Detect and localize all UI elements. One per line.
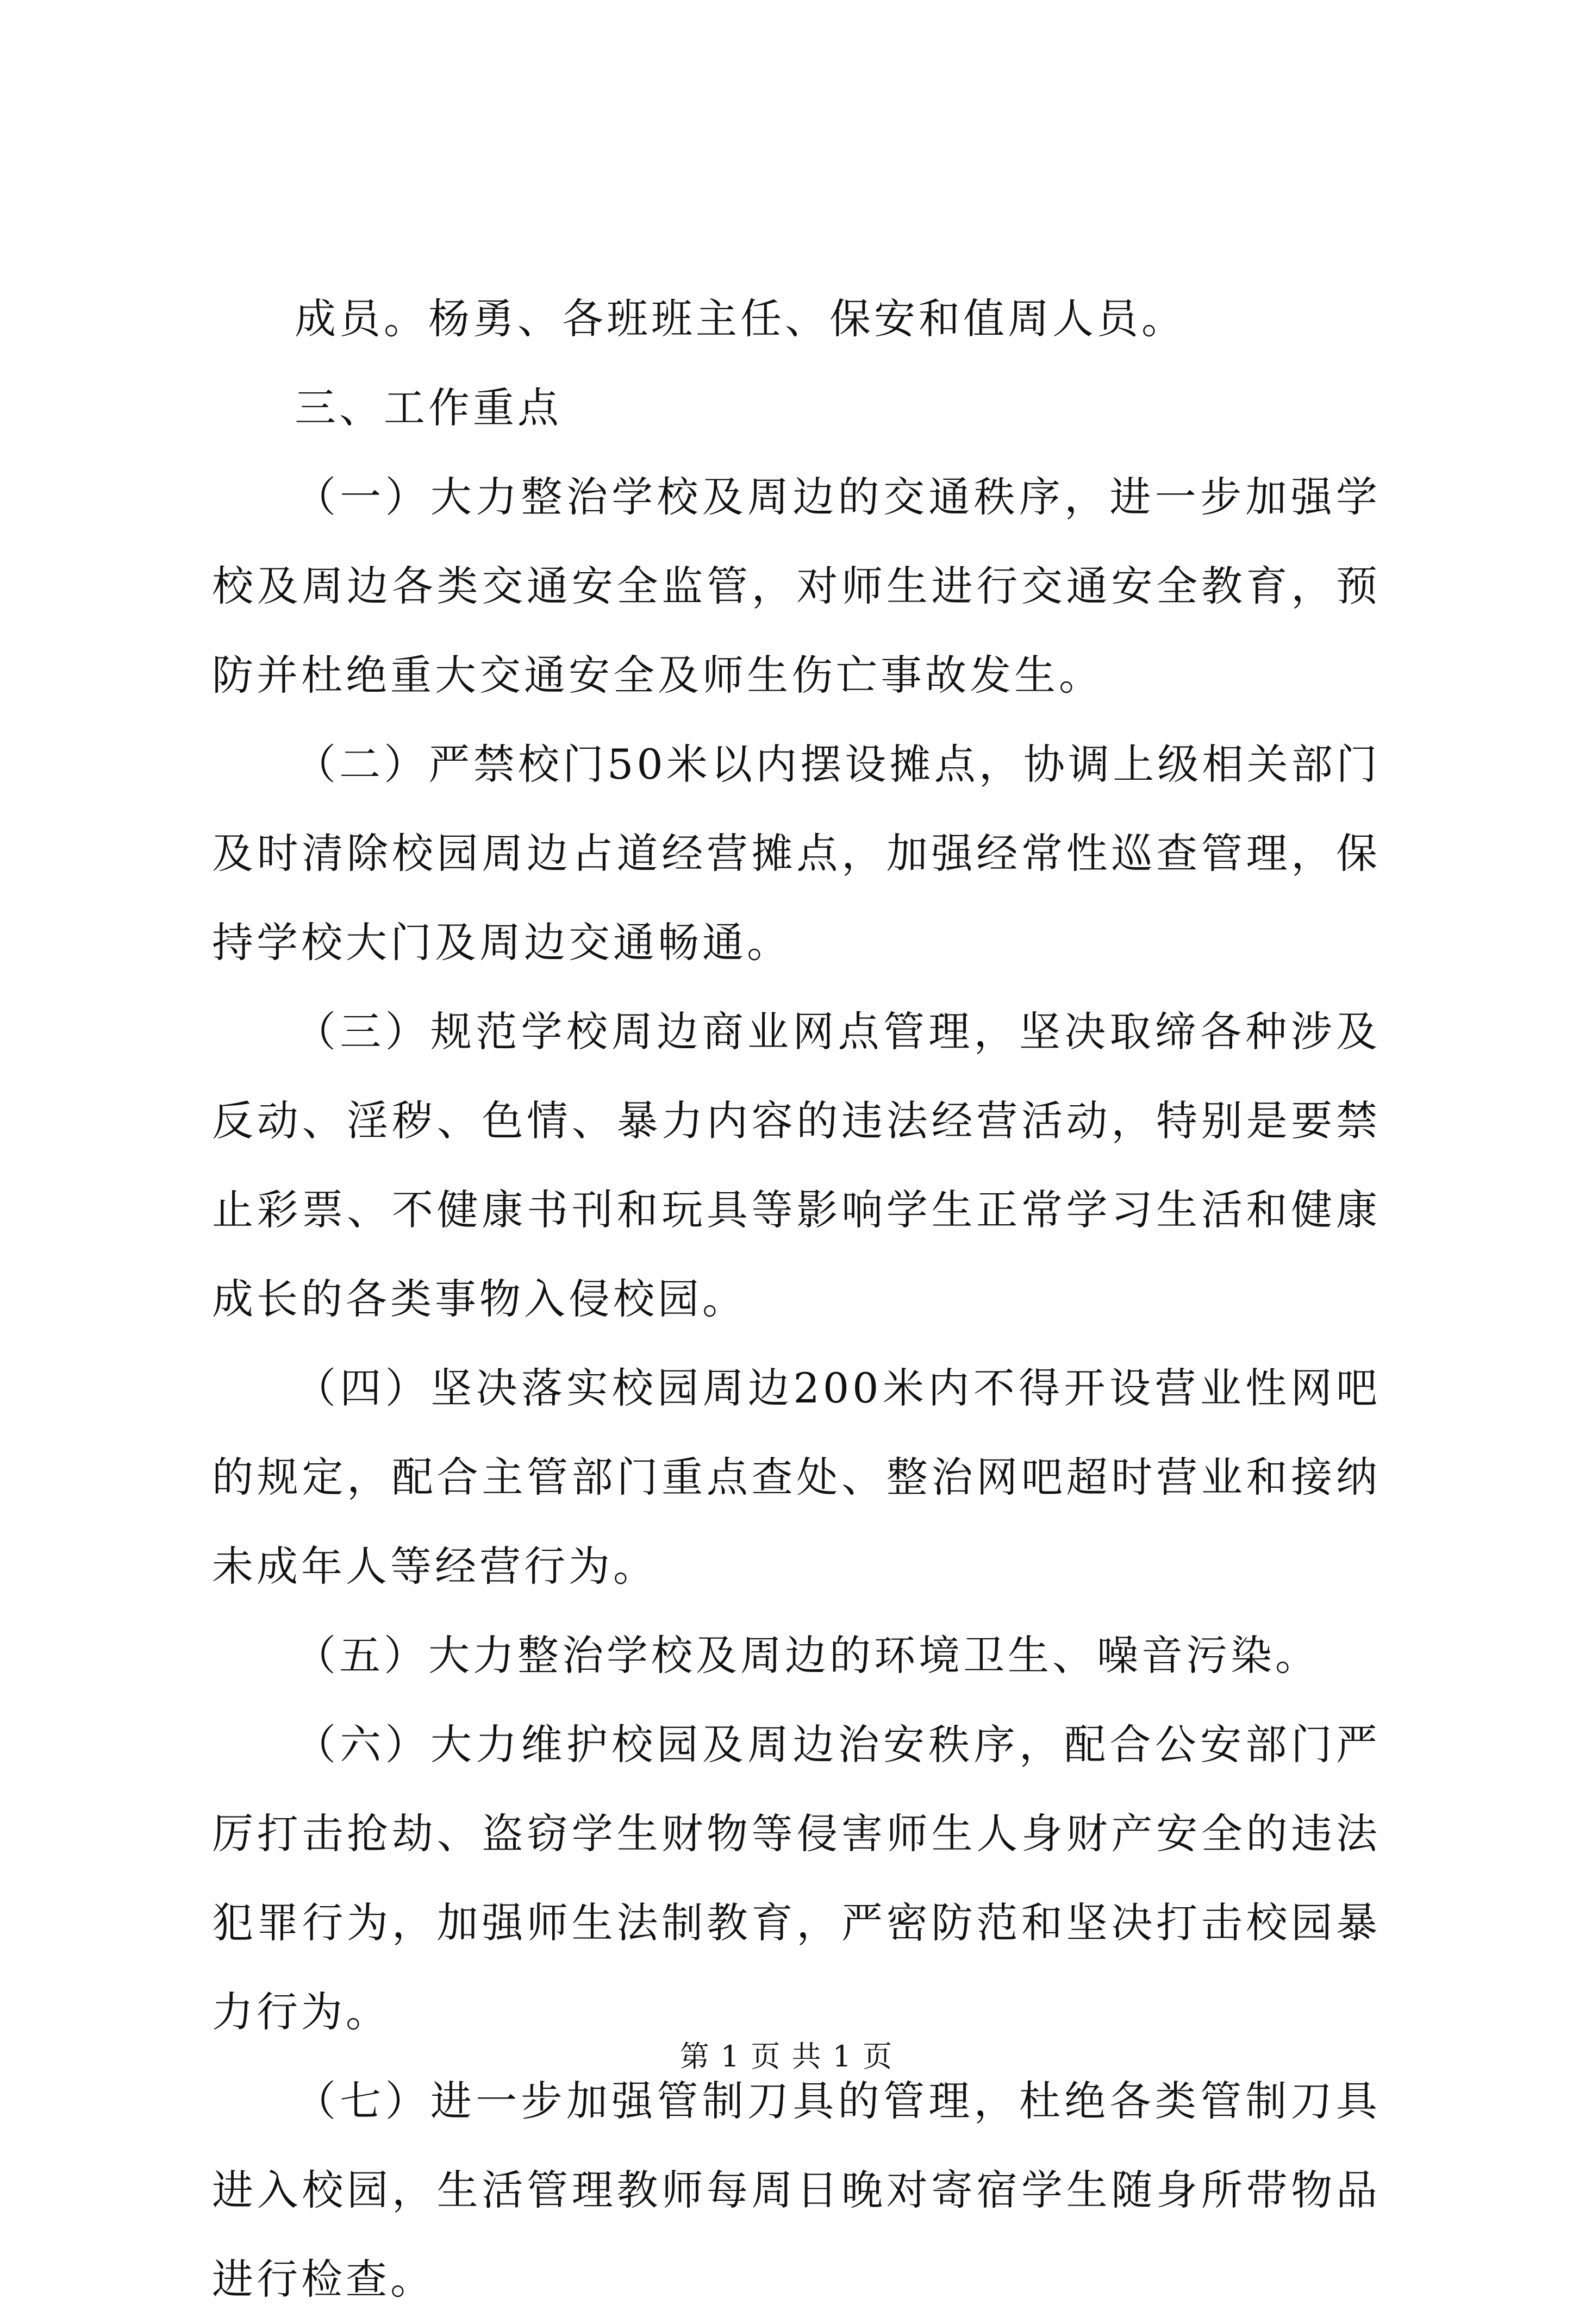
document-body	[212, 274, 1381, 2324]
page-number-footer: 第 1 页 共 1 页	[679, 2039, 894, 2074]
paragraph-item-5: （五）大力整治学校及周边的环境卫生、噪音污染。	[295, 1631, 1320, 1680]
paragraph-members: 成员。杨勇、各班班主任、保安和值周人员。	[295, 295, 1186, 343]
paragraph-item-1: （一）大力整治学校及周边的交通秩序，进一步加强学校及周边各类交通安全监管，对师生进行交通安全教育，预防并杜绝重大交通安全及师生伤亡事故发生。	[212, 473, 1381, 699]
paragraph-item-2: （二）严禁校门50米以内摆设摊点，协调上级相关部门及时清除校园周边占道经营摊点，加强经常性巡查管理，保持学校大门及周边交通畅通。	[212, 740, 1381, 967]
paragraph-item-7: （七）进一步加强管制刀具的管理，杜绝各类管制刀具进入校园，生活管理教师每周日晚对寄宿学生随身所带物品进行检查。	[212, 2077, 1381, 2303]
paragraph-item-4: （四）坚决落实校园周边200米内不得开设营业性网吧的规定，配合主管部门重点查处、整治网吧超时营业和接纳未成年人等经营行为。	[212, 1364, 1381, 1590]
paragraph-item-6: （六）大力维护校园及周边治安秩序，配合公安部门严厉打击抢劫、盗窃学生财物等侵害师生人身财产安全的违法犯罪行为，加强师生法制教育，严密防范和坚决打击校园暴力行为。	[212, 1720, 1381, 2036]
section-heading-work-focus: 三、工作重点	[295, 384, 562, 432]
paragraph-item-3: （三）规范学校周边商业网点管理，坚决取缔各种涉及反动、淫秽、色情、暴力内容的违法经营活动，特别是要禁止彩票、不健康书刊和玩具等影响学生正常学习生活和健康成长的各类事物入侵校园。	[212, 1007, 1381, 1323]
